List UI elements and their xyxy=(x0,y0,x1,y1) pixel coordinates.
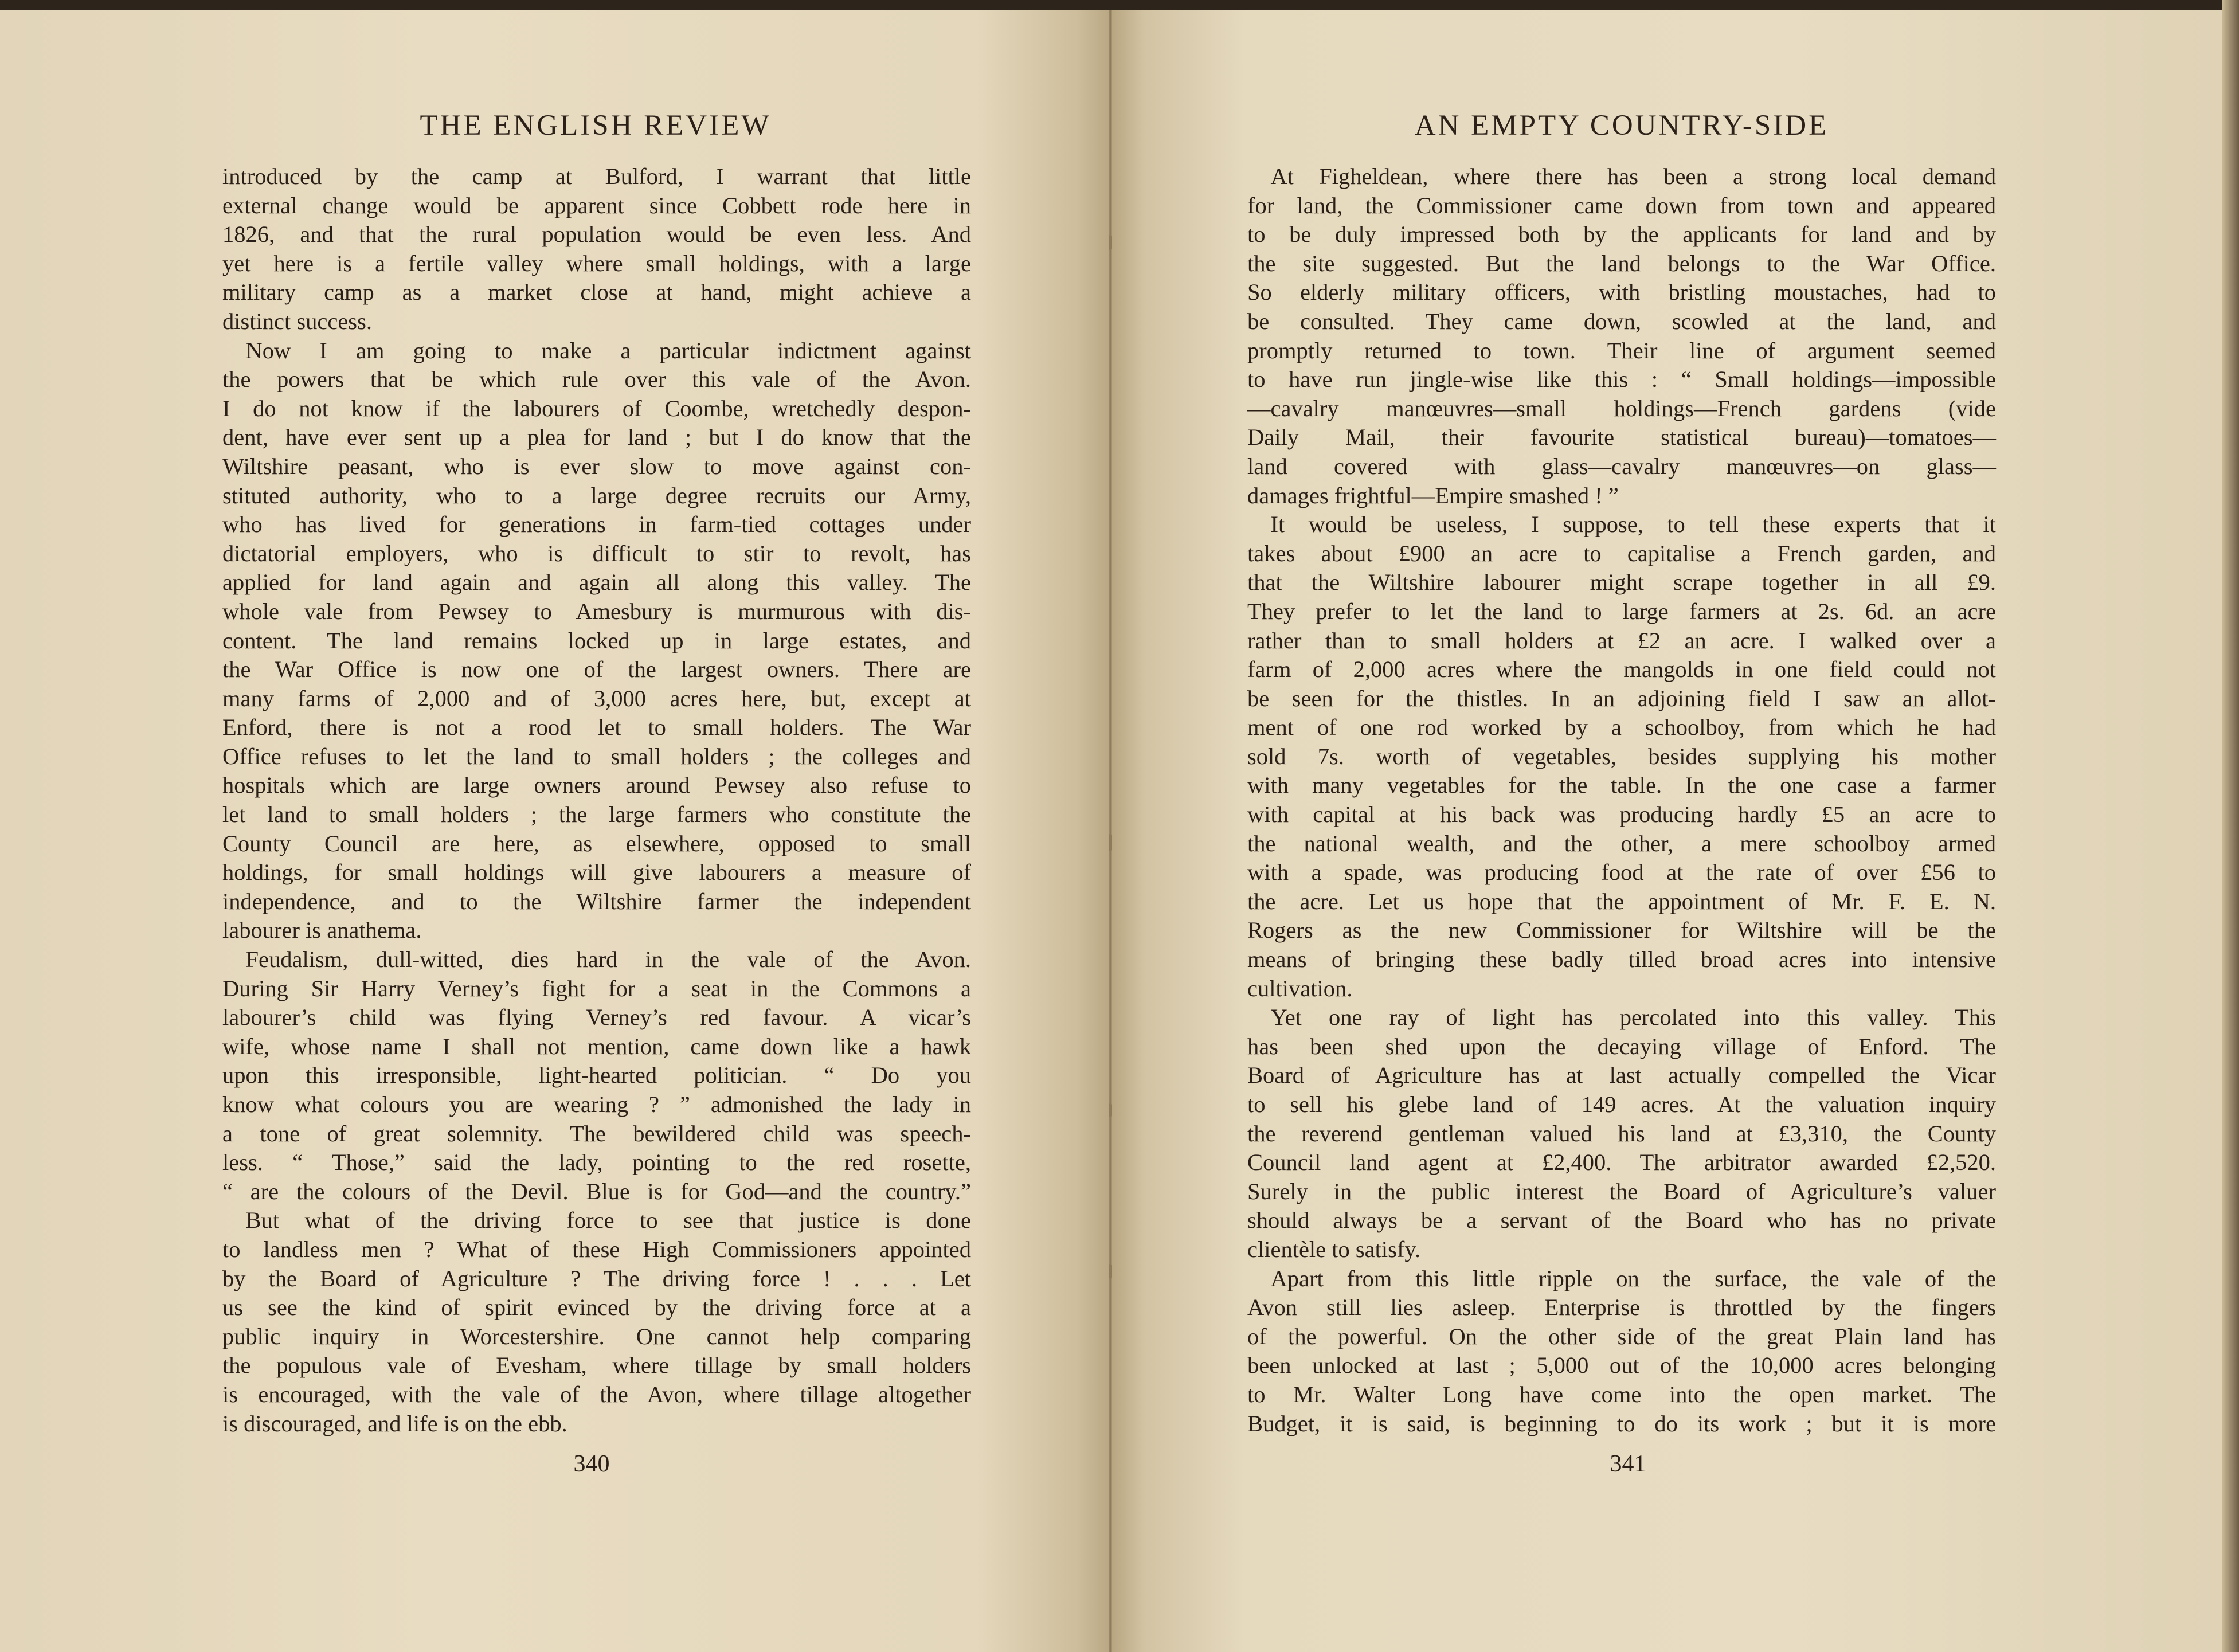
text-line: the War Office is now one of the largest owners. There are xyxy=(222,656,971,683)
text-line: should always be a servant of the Board who has no private xyxy=(1247,1207,1996,1234)
text-line: “ are the colours of the Devil. Blue is for God—and the country.” xyxy=(222,1178,971,1204)
right-page-body xyxy=(1247,162,1996,1438)
text-line: wife, whose name I shall not mention, came down like a hawk xyxy=(222,1033,971,1059)
text-line: So elderly military officers, with bristling moustaches, had to xyxy=(1247,279,1996,306)
text-line: external change would be apparent since Cobbett rode here in xyxy=(222,192,971,218)
text-line: stituted authority, who to a large degree recruits our Army, xyxy=(222,482,971,508)
text-line: the national wealth, and the other, a mere schoolboy armed xyxy=(1247,830,1996,856)
text-line: I do not know if the labourers of Coombe, wretchedly despon- xyxy=(222,395,971,421)
right-running-head: AN EMPTY COUNTRY-SIDE xyxy=(1414,109,1829,142)
text-line: know what colours you are wearing ? ” admonished the lady in xyxy=(222,1091,971,1117)
text-line: Enford, there is not a rood let to small holders. The War xyxy=(222,714,971,741)
text-line: Now I am going to make a particular indictment against xyxy=(222,337,971,363)
text-line: rather than to small holders at £2 an acre. I walked over a xyxy=(1247,627,1996,653)
text-line: dictatorial employers, who is difficult to stir to revolt, has xyxy=(222,540,971,566)
text-line: Surely in the public interest the Board of Agriculture’s valuer xyxy=(1247,1178,1996,1204)
text-line: ment of one rod worked by a schoolboy, from which he had xyxy=(1247,714,1996,741)
text-line: be consulted. They came down, scowled at the land, and xyxy=(1247,308,1996,334)
left-page-number: 340 xyxy=(573,1451,610,1477)
text-line: upon this irresponsible, light-hearted politician. “ Do you xyxy=(222,1062,971,1089)
gutter-thread-mark xyxy=(1109,834,1112,851)
text-line: holdings, for small holdings will give labourers a measure of xyxy=(222,859,971,886)
text-line: Feudalism, dull-witted, dies hard in the vale of the Avon. xyxy=(222,946,971,973)
text-line: to Mr. Walter Long have come into the open market. The xyxy=(1247,1381,1996,1407)
text-line: public inquiry in Worcestershire. One cannot help comparing xyxy=(222,1323,971,1349)
text-line: that the Wiltshire labourer might scrape together in all £9. xyxy=(1247,569,1996,596)
text-line: the reverend gentleman valued his land at £3,310, the County xyxy=(1247,1120,1996,1146)
text-line: us see the kind of spirit evinced by the driving force at a xyxy=(222,1294,971,1321)
text-line: the populous vale of Evesham, where tillage by small holders xyxy=(222,1352,971,1379)
gutter-thread-mark xyxy=(1109,1264,1112,1279)
text-line: military camp as a market close at hand, might achieve a xyxy=(222,279,971,306)
text-line: Apart from this little ripple on the surface, the vale of the xyxy=(1247,1265,1996,1291)
text-line: with a spade, was producing food at the rate of over £56 to xyxy=(1247,859,1996,886)
text-line: Board of Agriculture has at last actually compelled the Vicar xyxy=(1247,1062,1996,1089)
text-line: distinct success. xyxy=(222,308,372,334)
text-line: means of bringing these badly tilled broad acres into intensive xyxy=(1247,946,1996,973)
text-line: dent, have ever sent up a plea for land ; but I do know that the xyxy=(222,424,971,451)
text-line: the powers that be which rule over this vale of the Avon. xyxy=(222,366,971,393)
text-line: Yet one ray of light has percolated into this valley. This xyxy=(1247,1004,1996,1031)
text-line: been unlocked at last ; 5,000 out of the 10,000 acres belonging xyxy=(1247,1352,1996,1379)
text-line: to landless men ? What of these High Commissioners appointed xyxy=(222,1236,971,1262)
text-line: labourer’s child was flying Verney’s red favour. A vicar’s xyxy=(222,1004,971,1031)
text-line: labourer is anathema. xyxy=(222,917,422,944)
text-line: land covered with glass—cavalry manœuvres—on glass— xyxy=(1247,453,1996,479)
text-line: promptly returned to town. Their line of argument seemed xyxy=(1247,337,1996,363)
text-line: independence, and to the Wiltshire farmer the independent xyxy=(222,888,971,914)
left-running-head: THE ENGLISH REVIEW xyxy=(420,109,772,142)
text-line: During Sir Harry Verney’s fight for a seat in the Commons a xyxy=(222,975,971,1001)
text-line: is discouraged, and life is on the ebb. xyxy=(222,1410,567,1436)
text-line: the site suggested. But the land belongs to the War Office. xyxy=(1247,250,1996,276)
text-line: Office refuses to let the land to small holders ; the colleges and xyxy=(222,743,971,769)
text-line: They prefer to let the land to large farmers at 2s. 6d. an acre xyxy=(1247,598,1996,624)
text-line: to sell his glebe land of 149 acres. At the valuation inquiry xyxy=(1247,1091,1996,1117)
text-line: clientèle to satisfy. xyxy=(1247,1236,1421,1262)
text-line: 1826, and that the rural population would be even less. And xyxy=(222,221,971,248)
text-line: who has lived for generations in farm-tied cottages under xyxy=(222,511,971,538)
text-line: Avon still lies asleep. Enterprise is throttled by the fingers xyxy=(1247,1294,1996,1321)
text-line: with many vegetables for the table. In the one case a farmer xyxy=(1247,772,1996,798)
text-line: County Council are here, as elsewhere, opposed to small xyxy=(222,830,971,856)
left-page-body xyxy=(222,162,971,1438)
text-line: It would be useless, I suppose, to tell these experts that it xyxy=(1247,511,1996,538)
gutter-thread-mark xyxy=(1109,1103,1112,1117)
text-line: Council land agent at £2,400. The arbitrator awarded £2,520. xyxy=(1247,1149,1996,1176)
text-line: farm of 2,000 acres where the mangolds in one field could not xyxy=(1247,656,1996,683)
text-line: let land to small holders ; the large farmers who constitute the xyxy=(222,801,971,828)
text-line: —cavalry manœuvres—small holdings—French gardens (vide xyxy=(1247,395,1996,421)
text-line: to have run jingle-wise like this : “ Small holdings—impossible xyxy=(1247,366,1996,393)
book-gutter xyxy=(1109,10,1112,1652)
text-line: applied for land again and again all along this valley. The xyxy=(222,569,971,596)
text-line: to be duly impressed both by the applicants for land and by xyxy=(1247,221,1996,248)
text-line: Rogers as the new Commissioner for Wiltshire will be the xyxy=(1247,917,1996,944)
text-line: many farms of 2,000 and of 3,000 acres here, but, except at xyxy=(222,685,971,711)
text-line: But what of the driving force to see that justice is done xyxy=(222,1207,971,1234)
text-line: yet here is a fertile valley where small holdings, with a large xyxy=(222,250,971,276)
text-line: At Figheldean, where there has been a strong local demand xyxy=(1247,163,1996,189)
text-line: cultivation. xyxy=(1247,975,1353,1001)
text-line: a tone of great solemnity. The bewildered child was speech- xyxy=(222,1120,971,1146)
text-line: Budget, it is said, is beginning to do its work ; but it is more xyxy=(1247,1410,1996,1436)
text-line: with capital at his back was producing hardly £5 an acre to xyxy=(1247,801,1996,828)
text-line: introduced by the camp at Bulford, I warrant that little xyxy=(222,163,971,189)
text-line: for land, the Commissioner came down from town and appeared xyxy=(1247,192,1996,218)
text-line: be seen for the thistles. In an adjoining field I saw an allot- xyxy=(1247,685,1996,711)
right-page-number: 341 xyxy=(1610,1451,1646,1477)
text-line: Wiltshire peasant, who is ever slow to move against con- xyxy=(222,453,971,479)
text-line: has been shed upon the decaying village of Enford. The xyxy=(1247,1033,1996,1059)
text-line: less. “ Those,” said the lady, pointing to the red rosette, xyxy=(222,1149,971,1176)
text-line: the acre. Let us hope that the appointment of Mr. F. E. N. xyxy=(1247,888,1996,914)
text-line: damages frightful—Empire smashed ! ” xyxy=(1247,482,1619,508)
text-line: by the Board of Agriculture ? The driving force ! . . . Let xyxy=(222,1265,971,1291)
text-line: hospitals which are large owners around Pewsey also refuse to xyxy=(222,772,971,798)
page-edge-shadow xyxy=(2222,0,2239,1652)
text-line: sold 7s. worth of vegetables, besides supplying his mother xyxy=(1247,743,1996,769)
gutter-thread-mark xyxy=(1109,235,1112,250)
text-line: is encouraged, with the vale of the Avon, where tillage altogether xyxy=(222,1381,971,1407)
text-line: whole vale from Pewsey to Amesbury is murmurous with dis- xyxy=(222,598,971,624)
text-line: takes about £900 an acre to capitalise a French garden, and xyxy=(1247,540,1996,566)
text-line: content. The land remains locked up in large estates, and xyxy=(222,627,971,653)
text-line: Daily Mail, their favourite statistical bureau)—tomatoes— xyxy=(1247,424,1996,451)
text-line: of the powerful. On the other side of the great Plain land has xyxy=(1247,1323,1996,1349)
